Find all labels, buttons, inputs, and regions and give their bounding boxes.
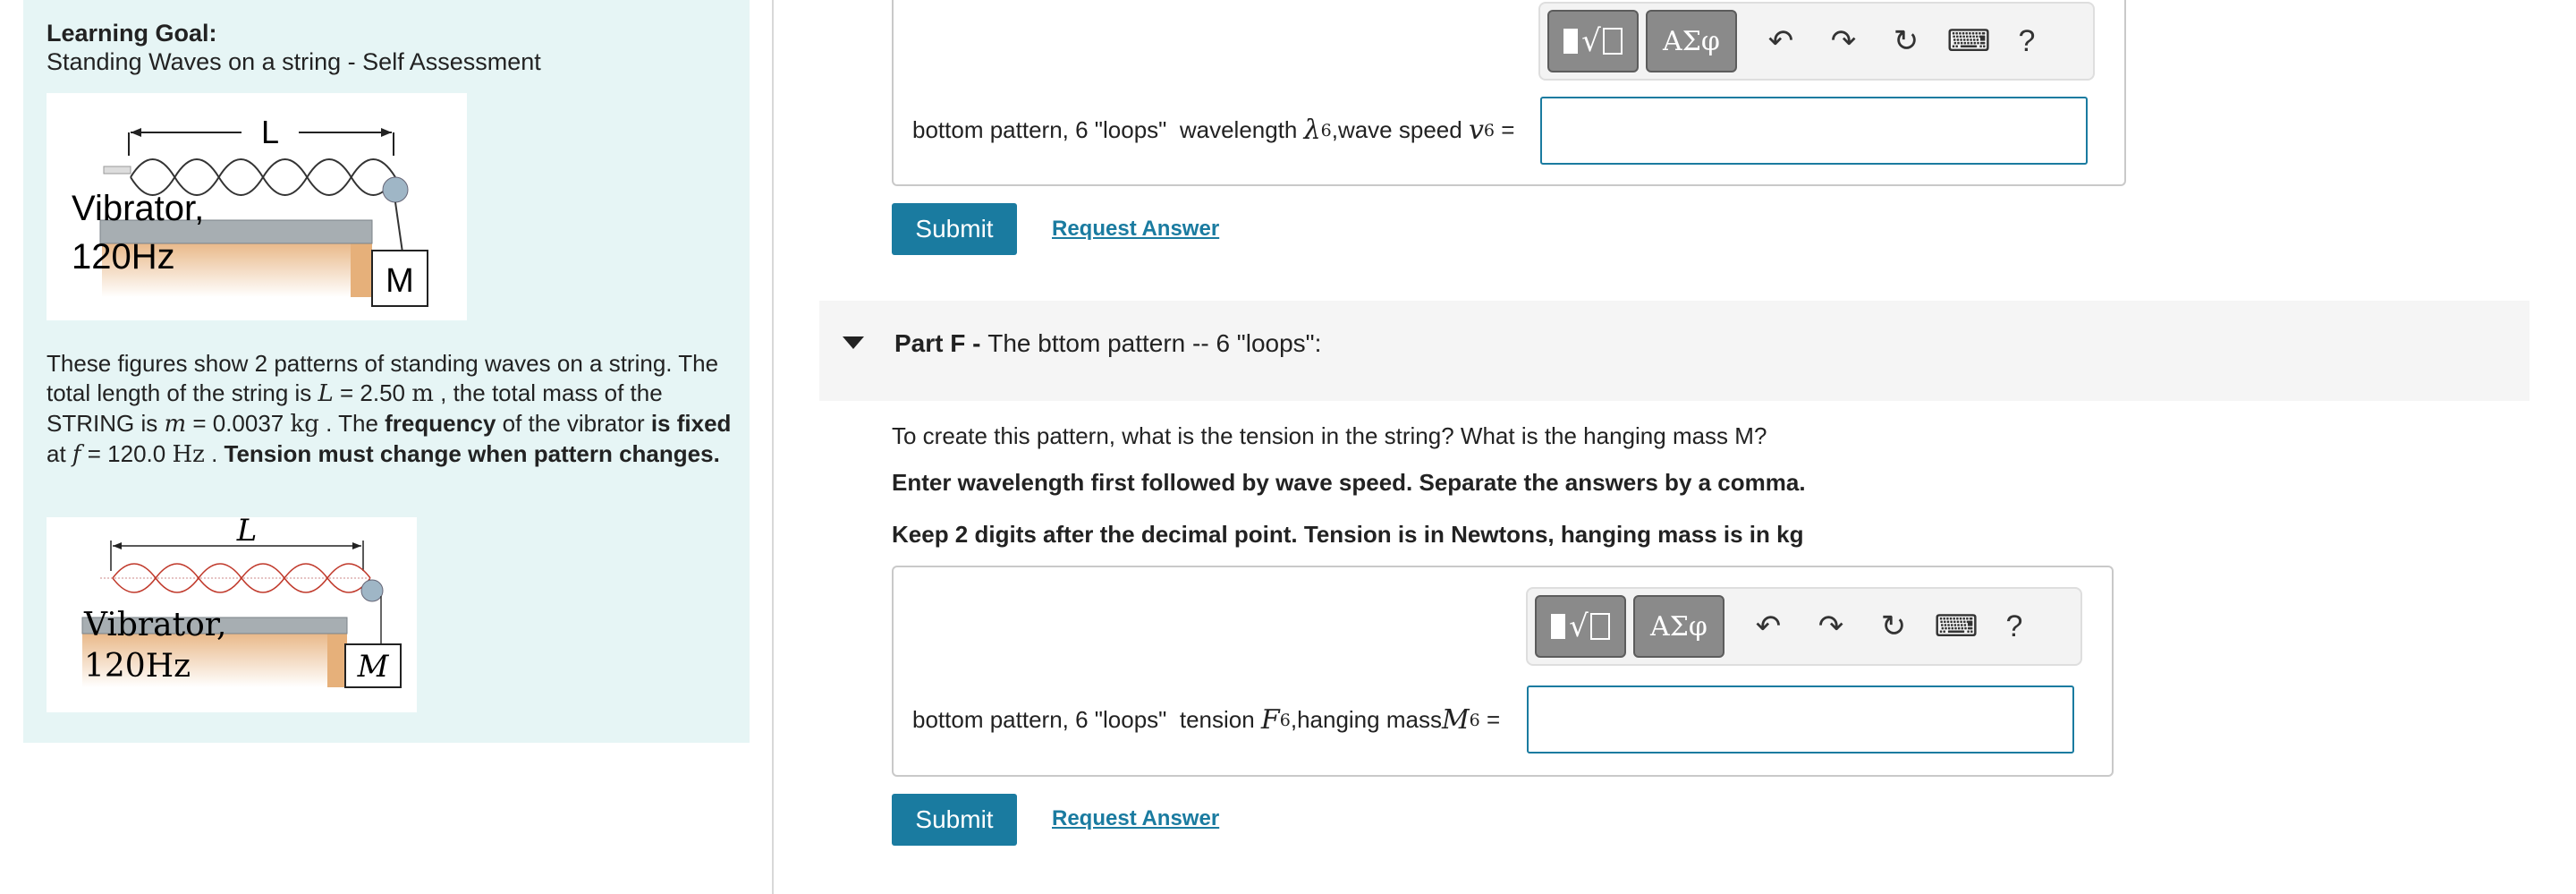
desc-L-value: = 2.50: [333, 379, 412, 406]
desc-text-5: at: [47, 440, 72, 467]
fig2-freq-label: 120Hz: [84, 648, 191, 685]
redo-icon[interactable]: ↷: [1818, 609, 1844, 643]
figure-standing-wave-2: [47, 517, 417, 712]
fig1-vibrator-label: Vibrator,: [72, 189, 205, 228]
goal-text: Standing Waves on a string - Self Assessment: [47, 48, 541, 75]
figure-2-drawing: [47, 517, 417, 712]
desc-text-1: These figures show 2 patterns of standing waves on a string. The total length of the string is: [47, 350, 719, 406]
figure-1-drawing: [47, 93, 467, 320]
part-e-sub1: 6: [1320, 120, 1332, 140]
desc-text-2: , the total mass of the STRING is: [47, 379, 663, 437]
figure-standing-wave-1: [47, 93, 467, 320]
part-f-sub1: 6: [1279, 710, 1291, 730]
desc-m-symbol: m: [164, 411, 187, 438]
goal-label: Learning Goal:: [47, 20, 217, 47]
help-icon[interactable]: ?: [2018, 23, 2036, 58]
part-f-symbol-F: F: [1260, 704, 1280, 736]
desc-text-6: .: [204, 440, 225, 467]
part-e-prompt: [912, 115, 1514, 146]
part-f-prompt: [912, 704, 1500, 736]
part-f-answer-input[interactable]: [1527, 685, 2074, 754]
desc-m-value: = 0.0037: [186, 410, 291, 437]
templates-button[interactable]: [1547, 10, 1639, 72]
part-f-request-answer-link[interactable]: Request Answer: [1052, 806, 1220, 830]
part-e-answer-input[interactable]: [1540, 97, 2088, 165]
part-f-instruction-1: Enter wavelength first followed by wave speed. Separate the answers by a comma.: [892, 469, 1806, 496]
help-icon[interactable]: ?: [2005, 609, 2023, 643]
part-e-prompt-prefix: bottom pattern, 6 "loops" wavelength: [912, 116, 1304, 143]
desc-is-fixed-bold: is fixed: [650, 410, 732, 437]
desc-m-unit: kg: [290, 411, 319, 438]
greek-symbols-button[interactable]: ΑΣφ: [1646, 10, 1737, 72]
part-f-prompt-mid: ,hanging mass: [1290, 706, 1442, 733]
reset-icon[interactable]: ↻: [1893, 24, 1919, 58]
fig2-mass-label: M: [357, 649, 389, 685]
part-f-question: To create this pattern, what is the tension in the string? What is the hanging mass M?: [892, 422, 1767, 449]
desc-f-unit: Hz: [172, 441, 205, 468]
part-e-symbol-lambda: λ: [1303, 115, 1321, 146]
fig2-vibrator-label: Vibrator,: [84, 607, 227, 643]
redo-icon[interactable]: ↷: [1830, 24, 1857, 58]
undo-icon[interactable]: ↶: [1767, 24, 1794, 58]
fig2-length-label: L: [236, 517, 258, 549]
template-box-icon: [1603, 28, 1623, 55]
fig1-length-label: L: [260, 114, 280, 150]
part-e-symbol-v: v: [1468, 115, 1484, 146]
desc-f-value: = 120.0: [80, 440, 173, 467]
part-e-prompt-mid: ,wave speed: [1331, 116, 1469, 143]
reset-icon[interactable]: ↻: [1880, 609, 1907, 643]
part-f-header[interactable]: [819, 301, 2529, 401]
part-e-request-answer-link[interactable]: Request Answer: [1052, 217, 1220, 241]
templates-button[interactable]: [1535, 595, 1626, 658]
undo-icon[interactable]: ↶: [1755, 609, 1782, 643]
part-f-symbol-M: M: [1441, 704, 1470, 736]
desc-text-3: . The: [318, 410, 386, 437]
desc-text-4: of the vibrator: [496, 410, 651, 437]
collapse-caret-icon[interactable]: [843, 336, 864, 349]
column-divider: [772, 0, 774, 894]
template-block-icon: [1563, 29, 1578, 54]
part-f-title: [894, 329, 1321, 358]
learning-goal-panel: [23, 0, 750, 743]
keyboard-icon[interactable]: ⌨: [1934, 609, 1979, 643]
part-e-sub2: 6: [1483, 120, 1495, 140]
part-f-title-text: The bttom pattern -- 6 "loops":: [987, 329, 1322, 357]
desc-frequency-bold: frequency: [385, 410, 496, 437]
part-f-submit-button[interactable]: Submit: [892, 794, 1017, 846]
part-f-math-toolbar: [1526, 587, 2082, 666]
part-e-submit-button[interactable]: Submit: [892, 203, 1017, 255]
desc-L-unit: m: [411, 380, 434, 407]
fig1-freq-label: 120Hz: [72, 237, 175, 277]
desc-f-symbol: f: [72, 441, 81, 468]
part-e-equals: =: [1494, 116, 1515, 143]
part-e-math-toolbar: [1538, 2, 2095, 81]
radical-icon: √: [1569, 609, 1589, 644]
part-f-title-bold: Part F -: [894, 329, 988, 357]
problem-description: [47, 349, 735, 470]
part-f-sub2: 6: [1469, 710, 1480, 730]
part-f-prompt-prefix: bottom pattern, 6 "loops" tension: [912, 706, 1261, 733]
template-box-icon: [1590, 613, 1610, 640]
part-f-equals: =: [1479, 706, 1501, 733]
desc-L-symbol: L: [318, 380, 334, 407]
keyboard-icon[interactable]: ⌨: [1946, 24, 1991, 58]
part-f-instruction-2: Keep 2 digits after the decimal point. Tension is in Newtons, hanging mass is in kg: [892, 521, 1804, 548]
radical-icon: √: [1581, 23, 1601, 59]
template-block-icon: [1551, 614, 1565, 639]
desc-tension-bold: Tension must change when pattern changes.: [224, 440, 720, 467]
greek-symbols-button[interactable]: ΑΣφ: [1633, 595, 1724, 658]
fig1-mass-label: M: [386, 262, 414, 300]
